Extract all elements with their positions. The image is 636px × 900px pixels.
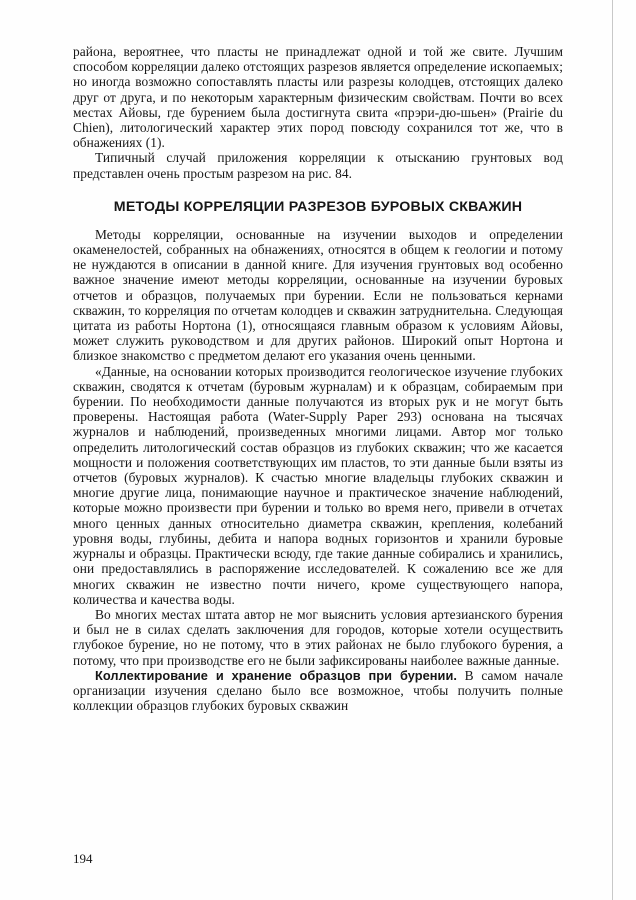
page-body xyxy=(73,44,563,713)
paragraph-sample-collection xyxy=(73,668,563,714)
paragraph-artesian-drilling: Во многих местах штата автор не мог выяснить условия артезианского бурения и был не в силах сделать заключения для городов, которые хотели осуществить глубокое бурение, но не потому, что в этих районах не было глубокого бурения, а потому, что при производстве его не были зафиксированы наиболее важные данные. xyxy=(73,606,563,668)
run-in-heading: Коллектирование и хранение образцов при бурении. xyxy=(95,667,457,683)
page-number: 194 xyxy=(73,851,93,866)
paragraph-continuation: районa, вероятнее, что пласты не принадлежат одной и той же свите. Лучшим способом корреляции далеко отстоящих разрезов является определение ископаемых; но иногда возможно сопоставлять пласты или разрезы колодцев, отстоящих далеко друг от друга, и по некоторым характерным физическим свойствам. Почти во всех местах Айовы, где бурением была достигнута свита «прэри-дю-шьен» (Prairie du Chien), литологический характер этих пород повсюду сохранился тот же, что в обнажениях (1). xyxy=(73,44,563,151)
page-edge-line xyxy=(612,0,613,900)
section-heading: МЕТОДЫ КОРРЕЛЯЦИИ РАЗРЕЗОВ БУРОВЫХ СКВАЖИН xyxy=(113,198,523,215)
paragraph-sample-collection-text: В самом начале организации изучения сделано было все возможное, чтобы получить полные коллекции образцов глубоких буровых скважин xyxy=(73,667,563,714)
paragraph-correlation-methods: Методы корреляции, основанные на изучении выходов и определении окаменелостей, собранных на обнажениях, относятся в общем к геологии и потому не нуждаются в описании в данной книге. Для изучения грунтовых вод особенно важное значение имеют методы корреляции, основанные на изучении буровых отчетов и образцов, получаемых при бурении. Если не пользоваться кернами скважин, то корреляция по отчетам колодцев и скважин затруднительна. Следующая цитата из работы Нортона (1), относящаяся главным образом к условиям Айовы, может служить руководством и для других районов. Широкий опыт Нортона и близкое знакомство с предметом делают его указания очень ценными. xyxy=(73,226,563,364)
paragraph-typical-case: Типичный случай приложения корреляции к отысканию грунтовых вод представлен очень простым разрезом на рис. 84. xyxy=(73,150,563,181)
paragraph-norton-quote: «Данные, на основании которых производится геологическое изучение глубоких скважин, сводятся к отчетам (буровым журналам) и к образцам, собираемым при бурении. По необходимости данные получаются из вторых рук и не могут быть проверены. Настоящая работа (Water-Supply Paper 293) основана на тысячах журналов и наблюдений, произведенных многими лицами. Автор мог только определить литологический состав образцов из глубоких скважин; что же касается мощности и положения соответствующих им пластов, то эти данные были взяты из отчетов (буровых журналов). К счастью многие владельцы глубоких скважин и многие другие лица, понимающие научное и практическое значение наблюдений, которые можно произвести при бурении и только во время него, привели в отчетах много ценных данных относительно диаметра скважин, крепления, колебаний уровня воды, глубины, дебита и напора водных горизонтов и хранили буровые журналы и образцы. Практически всюду, где такие данные собирались и хранились, они предоставлялись в распоряжение исследователей. К сожалению все же для многих скважин не известно почти ничего, кроме существующего напора, количества и качества воды. xyxy=(73,363,563,607)
